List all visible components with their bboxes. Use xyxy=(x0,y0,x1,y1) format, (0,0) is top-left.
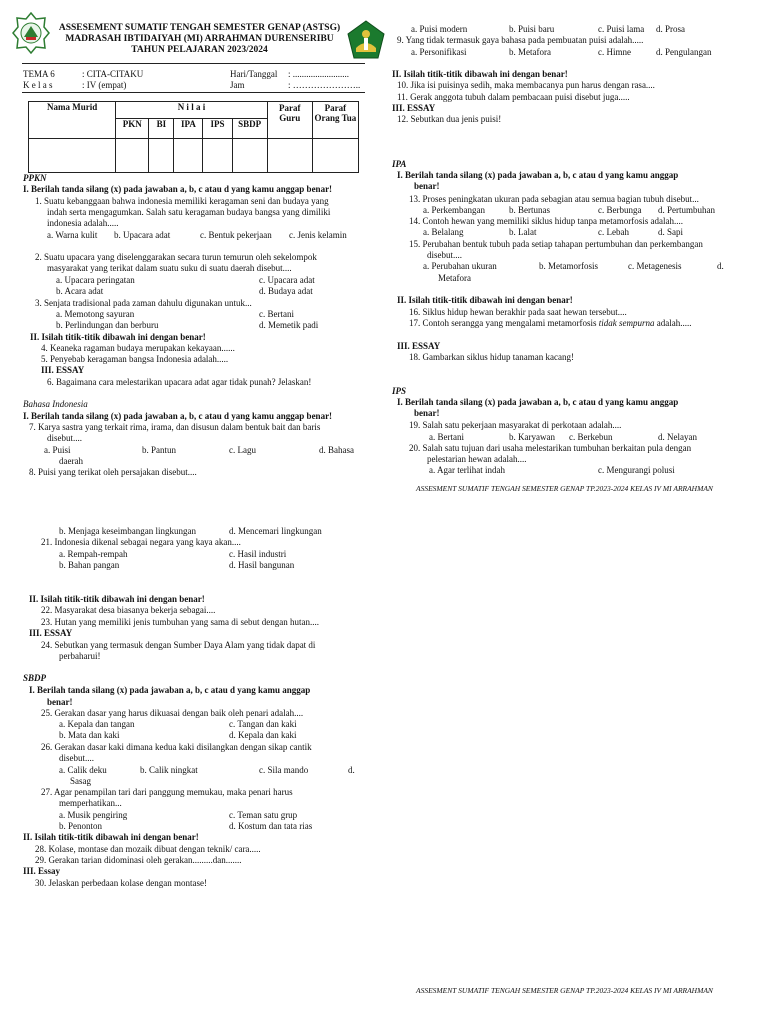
ips-section-ii: II. Isilah titik-titik dibawah ini dengan benar! xyxy=(29,594,205,604)
q20-line1: 20. Salah satu tujuan dari usaha melestarikan tumbuhan berkaitan pula dengan xyxy=(409,443,692,453)
bi-section-iii: III. ESSAY xyxy=(392,103,436,113)
cell-paraf-guru[interactable] xyxy=(267,139,312,173)
q14-option-a[interactable]: a. Belalang xyxy=(423,227,464,237)
q12: 12. Sebutkan dua jenis puisi! xyxy=(397,114,502,124)
q25-option-a[interactable]: a. Kepala dan tangan xyxy=(59,719,135,729)
section-ppkn: PPKN xyxy=(23,173,47,183)
q3: 3. Senjata tradisional pada zaman dahulu digunakan untuk... xyxy=(35,298,252,308)
jam-value: : ………………….. xyxy=(288,80,361,90)
q27-option-b[interactable]: b. Penonton xyxy=(59,821,103,831)
ips-instruction-2: benar! xyxy=(414,408,440,418)
q7-option-c[interactable]: c. Lagu xyxy=(229,445,256,455)
column-footer: ASSESMENT SUMATIF TENGAH SEMESTER GENAP TP.2023-2024 KELAS IV MI ARRAHMAN xyxy=(416,484,713,493)
col-sbdp: SBDP xyxy=(232,119,267,139)
col-pkn: PKN xyxy=(116,119,149,139)
q1-line1: 1. Suatu kebanggaan bahwa indonesia memiliki keragaman seni dan budaya yang xyxy=(35,196,329,206)
q7-option-d[interactable]: d. Bahasa xyxy=(319,445,354,455)
q15-line2: disebut.... xyxy=(427,250,462,260)
q1-line3: indonesia adalah..... xyxy=(47,218,119,228)
q20-option-d[interactable]: d. Mencemari lingkungan xyxy=(229,526,322,536)
q29: 29. Gerakan tarian didominasi oleh gerakan.........dan....... xyxy=(35,855,242,865)
q20-option-b[interactable]: b. Menjaga keseimbangan lingkungan xyxy=(59,526,196,536)
hari-value: : ......................... xyxy=(288,69,350,79)
section-ips: IPS xyxy=(392,386,407,396)
cell-pkn[interactable] xyxy=(116,139,149,173)
q2-option-a[interactable]: a. Upacara peringatan xyxy=(56,275,135,285)
q18: 18. Gambarkan siklus hidup tanaman kacang! xyxy=(409,352,574,362)
cell-ips[interactable] xyxy=(203,139,232,173)
q14-option-d[interactable]: d. Sapi xyxy=(658,227,684,237)
ipa-instruction-2: benar! xyxy=(414,181,440,191)
q26-option-c[interactable]: c. Sila mando xyxy=(259,765,309,775)
q7-line2: disebut.... xyxy=(47,433,82,443)
q17 xyxy=(409,318,691,329)
q23: 23. Hutan yang memiliki jenis tumbuhan yang sama di sebut dengan hutan.... xyxy=(41,617,319,627)
q25-option-b[interactable]: b. Mata dan kaki xyxy=(59,730,120,740)
q1-option-a[interactable]: a. Warna kulit xyxy=(47,230,98,240)
q9-option-d[interactable]: d. Pengulangan xyxy=(656,47,712,57)
ips-section-iii: III. ESSAY xyxy=(29,628,73,638)
q9-option-a[interactable]: a. Personifikasi xyxy=(411,47,467,57)
section-sbdp: SBDP xyxy=(23,673,47,683)
q7-option-d-cont: daerah xyxy=(59,456,83,466)
section-bahasa-indonesia: Bahasa Indonesia xyxy=(23,399,88,409)
q26-option-a[interactable]: a. Calik deku xyxy=(59,765,107,775)
q2-option-d[interactable]: d. Budaya adat xyxy=(259,286,313,296)
q19-option-a[interactable]: a. Bertani xyxy=(429,432,464,442)
cell-ipa[interactable] xyxy=(174,139,203,173)
ipa-instruction-1: I. Berilah tanda silang (x) pada jawaban a, b, c atau d yang kamu anggap xyxy=(397,170,679,180)
q21-option-a[interactable]: a. Rempah-rempah xyxy=(59,549,128,559)
q1-option-c[interactable]: c. Bentuk pekerjaan xyxy=(200,230,272,240)
page-footer: ASSESMENT SUMATIF TENGAH SEMESTER GENAP TP.2023-2024 KELAS IV MI ARRAHMAN xyxy=(416,986,713,995)
q22: 22. Masyarakat desa biasanya bekerja sebagai.... xyxy=(41,605,216,615)
q1-option-b[interactable]: b. Upacara adat xyxy=(114,230,171,240)
tema-value: : CITA-CITAKU xyxy=(82,69,144,79)
q19-option-d[interactable]: d. Nelayan xyxy=(658,432,697,442)
q26-line2: disebut.... xyxy=(59,753,94,763)
q15-option-c[interactable]: c. Metagenesis xyxy=(628,261,682,271)
q6: 6. Bagaimana cara melestarikan upacara adat agar tidak punah? Jelaskan! xyxy=(47,377,312,387)
score-table xyxy=(28,101,359,173)
bi-instruction: I. Berilah tanda silang (x) pada jawaban a, b, c atau d yang kamu anggap benar! xyxy=(23,411,333,421)
col-bi: BI xyxy=(149,119,174,139)
section-ipa: IPA xyxy=(392,159,407,169)
q26-option-d-cont: Sasag xyxy=(70,776,91,786)
q19: 19. Salah satu pekerjaan masyarakat di perkotaan adalah.... xyxy=(409,420,622,430)
header-divider xyxy=(22,63,365,64)
q14-option-b[interactable]: b. Lalat xyxy=(509,227,537,237)
q13-option-c[interactable]: c. Berbunga xyxy=(598,205,642,215)
ipa-section-iii: III. ESSAY xyxy=(397,341,441,351)
cell-bi[interactable] xyxy=(149,139,174,173)
q24-line2: perbaharui! xyxy=(59,651,101,661)
q25-option-c[interactable]: c. Tangan dan kaki xyxy=(229,719,297,729)
sbdp-instruction-1: I. Berilah tanda silang (x) pada jawaban a, b, c atau d yang kamu anggap xyxy=(29,685,311,695)
q21-option-c[interactable]: c. Hasil industri xyxy=(229,549,287,559)
q27-option-a[interactable]: a. Musik pengiring xyxy=(59,810,128,820)
q27-line2: memperhatikan... xyxy=(59,798,122,808)
q10: 10. Jika isi puisinya sedih, maka membacanya pun harus dengan rasa.... xyxy=(397,80,655,90)
q25: 25. Gerakan dasar yang harus dikuasai dengan baik oleh penari adalah.... xyxy=(41,708,304,718)
q2-option-c[interactable]: c. Upacara adat xyxy=(259,275,315,285)
header-title-2: MADRASAH IBTIDAIYAH (MI) ARRAHMAN DURENSERIBU xyxy=(65,34,334,44)
q7-line1: 7. Karya sastra yang terkait rima, irama, dan disusun dalam bentuk bait dan baris xyxy=(29,422,321,432)
q14-option-c[interactable]: c. Lebah xyxy=(598,227,629,237)
q26-option-b[interactable]: b. Calik ningkat xyxy=(140,765,198,775)
cell-sbdp[interactable] xyxy=(232,139,267,173)
ppkn-section-ii: II. Isilah titik-titik dibawah ini dengan benar! xyxy=(30,332,206,342)
q19-option-b[interactable]: b. Karyawan xyxy=(509,432,555,442)
q21-option-b[interactable]: b. Bahan pangan xyxy=(59,560,120,570)
kelas-label: K e l a s xyxy=(23,80,53,90)
q7-option-a[interactable]: a. Puisi xyxy=(44,445,71,455)
q21: 21. Indonesia dikenal sebagai negara yang kaya akan.... xyxy=(41,537,241,547)
q21-option-d[interactable]: d. Hasil bangunan xyxy=(229,560,295,570)
q8-option-d[interactable]: d. Prosa xyxy=(656,24,685,34)
q9: 9. Yang tidak termasuk gaya bahasa pada pembuatan puisi adalah..... xyxy=(397,35,644,45)
ppkn-instruction: I. Berilah tanda silang (x) pada jawaban a, b, c atau d yang kamu anggap benar! xyxy=(23,184,333,194)
q7-option-b[interactable]: b. Pantun xyxy=(142,445,177,455)
q11: 11. Gerak anggota tubuh dalam pembacaan puisi disebut juga..... xyxy=(397,92,630,102)
q13: 13. Proses peningkatan ukuran pada sebagian atau semua bagian tubuh disebut... xyxy=(409,194,699,204)
q8-option-a[interactable]: a. Puisi modern xyxy=(411,24,468,34)
cell-nama[interactable] xyxy=(29,139,116,173)
q26-option-d[interactable]: d. xyxy=(348,765,355,775)
q16: 16. Siklus hidup hewan berakhir pada saat hewan tersebut.... xyxy=(409,307,627,317)
q1-option-d[interactable]: c. Jenis kelamin xyxy=(289,230,347,240)
q13-option-b[interactable]: b. Bertunas xyxy=(509,205,550,215)
header-title-1: ASSESEMENT SUMATIF TENGAH SEMESTER GENAP (ASTSG) xyxy=(58,23,341,33)
q3-option-d[interactable]: d. Memetik padi xyxy=(259,320,319,330)
q17-text-c: adalah..... xyxy=(654,318,692,328)
q20-option-a[interactable]: a. Agar terlihat indah xyxy=(429,465,505,475)
q17-text-a: 17. Contoh serangga yang mengalami metamorfosis xyxy=(409,318,599,328)
q20-line2: pelestarian hewan adalah.... xyxy=(427,454,527,464)
col-paraf-ortu: Paraf Orang Tua xyxy=(312,102,358,139)
q26-line1: 26. Gerakan dasar kaki dimana kedua kaki disilangkan dengan sikap cantik xyxy=(41,742,312,752)
q13-option-d[interactable]: d. Pertumbuhan xyxy=(658,205,715,215)
q13-option-a[interactable]: a. Perkembangan xyxy=(423,205,485,215)
q3-option-c[interactable]: c. Bertani xyxy=(259,309,294,319)
q19-option-c[interactable]: c. Berkebun xyxy=(569,432,613,442)
sbdp-section-iii: III. Essay xyxy=(23,866,61,876)
q17-text-b: tidak sempurna xyxy=(598,318,655,328)
q24-line1: 24. Sebutkan yang termasuk dengan Sumber Daya Alam yang tidak dapat di xyxy=(41,640,316,650)
ips-instruction-1: I. Berilah tanda silang (x) pada jawaban a, b, c atau d yang kamu anggap xyxy=(397,397,679,407)
q8-option-c[interactable]: c. Puisi lama xyxy=(598,24,645,34)
q4: 4. Keaneka ragaman budaya merupakan kekayaan...... xyxy=(41,343,235,353)
ppkn-section-iii: III. ESSAY xyxy=(41,365,85,375)
sbdp-instruction-2: benar! xyxy=(47,697,73,707)
q28: 28. Kolase, montase dan mozaik dibuat dengan teknik/ cara..... xyxy=(35,844,261,854)
hari-label: Hari/Tanggal xyxy=(230,69,278,79)
tema-label: TEMA 6 xyxy=(23,69,55,79)
col-nama-murid: Nama Murid xyxy=(29,102,116,139)
q5: 5. Penyebab keragaman bangsa Indonesia adalah..... xyxy=(41,354,229,364)
header-title-3: TAHUN PELAJARAN 2023/2024 xyxy=(131,45,268,55)
q25-option-d[interactable]: d. Kepala dan kaki xyxy=(229,730,297,740)
bi-section-ii: II. Isilah titik-titik dibawah ini dengan benar! xyxy=(392,69,568,79)
q27-option-c[interactable]: c. Teman satu grup xyxy=(229,810,298,820)
q20-option-c[interactable]: c. Mengurangi polusi xyxy=(598,465,675,475)
sbdp-section-ii: II. Isilah titik-titik dibawah ini dengan benar! xyxy=(23,832,199,842)
kelas-value: : IV (empat) xyxy=(82,80,127,90)
q30: 30. Jelaskan perbedaan kolase dengan montase! xyxy=(35,878,207,888)
col-ips: IPS xyxy=(203,119,232,139)
school-emblem-icon xyxy=(12,12,50,54)
kemenag-emblem-icon xyxy=(347,20,385,60)
q27-line1: 27. Agar penampilan tari dari panggung memukau, maka penari harus xyxy=(41,787,293,797)
ipa-section-ii: II. Isilah titik-titik dibawah ini dengan benar! xyxy=(397,295,573,305)
q15-option-d[interactable]: d. xyxy=(717,261,724,271)
cell-paraf-ortu[interactable] xyxy=(312,139,358,173)
q15-option-b[interactable]: b. Metamorfosis xyxy=(539,261,598,271)
q9-option-c[interactable]: c. Himne xyxy=(598,47,631,57)
jam-label: Jam xyxy=(230,80,245,90)
q8-option-b[interactable]: b. Puisi baru xyxy=(509,24,555,34)
q15-line1: 15. Perubahan bentuk tubuh pada setiap tahapan pertumbuhan dan perkembangan xyxy=(409,239,703,249)
q3-option-b[interactable]: b. Perlindungan dan berburu xyxy=(56,320,159,330)
q8: 8. Puisi yang terikat oleh persajakan disebut.... xyxy=(29,467,197,477)
q15-option-d-cont: Metafora xyxy=(438,273,471,283)
col-ipa: IPA xyxy=(174,119,203,139)
q27-option-d[interactable]: d. Kostum dan tata rias xyxy=(229,821,313,831)
col-paraf-guru: Paraf Guru xyxy=(267,102,312,139)
q14: 14. Contoh hewan yang memiliki siklus hidup tanpa metamorfosis adalah.... xyxy=(409,216,683,226)
q2-line1: 2. Suatu upacara yang diselenggarakan secara turun temurun oleh sekelompok xyxy=(35,252,317,262)
header-divider-2 xyxy=(22,92,365,93)
col-nilai: N i l a i xyxy=(116,102,267,119)
q9-option-b[interactable]: b. Metafora xyxy=(509,47,551,57)
q3-option-a[interactable]: a. Memotong sayuran xyxy=(56,309,135,319)
q2-line2: masyarakat yang terikat dalam suatu suku di suatu daerah disebut.... xyxy=(47,263,292,273)
q15-option-a[interactable]: a. Perubahan ukuran xyxy=(423,261,497,271)
q2-option-b[interactable]: b. Acara adat xyxy=(56,286,104,296)
q1-line2: indah serta mengagumkan. Salah satu keragaman budaya bangsa yang dimiliki xyxy=(47,207,331,217)
